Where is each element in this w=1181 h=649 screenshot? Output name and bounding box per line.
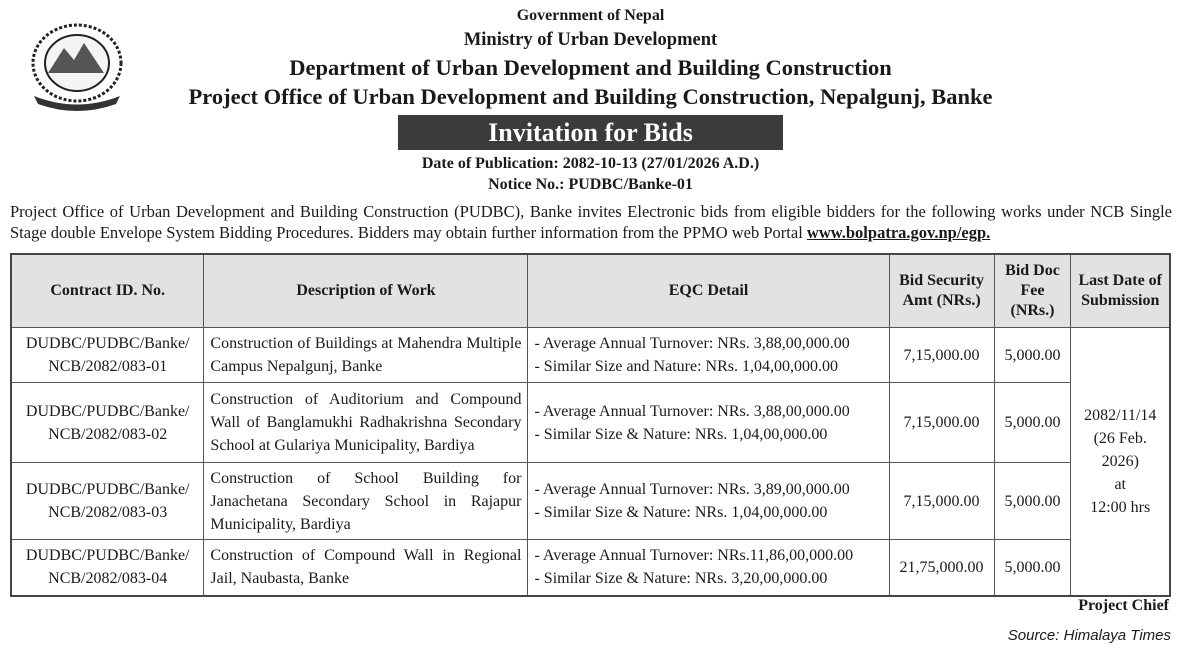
source-credit: Source: Himalaya Times [1007, 627, 1171, 644]
eqc-detail [528, 463, 889, 540]
work-description: Construction of Compound Wall in Regional Jail, Naubasta, Banke [204, 540, 528, 596]
department-line: Department of Urban Development and Building Construction [289, 55, 892, 80]
contract-id: DUDBC/PUDBC/Banke/ NCB/2082/083-04 [11, 540, 204, 596]
notice-number: Notice No.: PUDBC/Banke-01 [488, 176, 693, 193]
eqc-similar: - Similar Size and Nature: NRs. 1,04,00,000.00 [534, 358, 838, 375]
header-eqc: EQC Detail [528, 254, 889, 328]
header-contract-id: Contract ID. No. [11, 254, 204, 328]
table-row [11, 328, 1170, 383]
bid-security: 21,75,000.00 [889, 540, 994, 596]
work-description: Construction of Buildings at Mahendra Multiple Campus Nepalgunj, Banke [204, 328, 528, 383]
last-date-cell [1071, 328, 1170, 596]
last-date-ad-2: 2026) [1101, 452, 1139, 470]
intro-text: Project Office of Urban Development and Building Construction (PUDBC), Banke invites Electronic bids from eligible bidders for the following works under NCB Single Stage double Envelope System Bidding Procedures. Bidders may obtain further information from the PPMO web Portal [10, 202, 1172, 242]
bid-security: 7,15,000.00 [889, 383, 994, 463]
eqc-similar: - Similar Size & Nature: NRs. 1,04,00,000.00 [534, 504, 828, 521]
signatory: Project Chief [1078, 597, 1169, 614]
eqc-turnover: - Average Annual Turnover: NRs. 3,88,00,000.00 [534, 402, 850, 420]
eqc-detail [528, 540, 889, 596]
bids-table [10, 253, 1171, 597]
table-row [11, 540, 1170, 596]
contract-id: DUDBC/PUDBC/Banke/ NCB/2082/083-01 [11, 328, 204, 383]
eqc-turnover: - Average Annual Turnover: NRs. 3,89,00,000.00 [534, 481, 850, 498]
eqc-similar: - Similar Size & Nature: NRs. 3,20,00,000.00 [534, 570, 828, 588]
eqc-turnover: - Average Annual Turnover: NRs.11,86,00,000.00 [534, 547, 854, 565]
government-line: Government of Nepal [516, 7, 665, 24]
doc-fee: 5,000.00 [994, 540, 1071, 596]
bid-security: 7,15,000.00 [889, 463, 994, 540]
header-bid-security: Bid Security Amt (NRs.) [889, 254, 994, 328]
ministry-line: Ministry of Urban Development [463, 30, 718, 50]
header-last-date: Last Date of Submission [1071, 254, 1170, 328]
work-description: Construction of School Building for Janachetana Secondary School in Rajapur Municipality, Bardiya [204, 463, 528, 540]
table-header-row [11, 254, 1170, 328]
publication-date: Date of Publication: 2082-10-13 (27/01/2026 A.D.) [421, 155, 760, 172]
eqc-similar: - Similar Size & Nature: NRs. 1,04,00,000.00 [534, 425, 828, 443]
bid-security: 7,15,000.00 [889, 328, 994, 383]
eqc-detail [528, 328, 889, 383]
doc-fee: 5,000.00 [994, 463, 1071, 540]
last-date-bs: 2082/11/14 [1084, 406, 1157, 424]
last-date-at: at [1114, 475, 1126, 493]
table-row [11, 383, 1170, 463]
header-description: Description of Work [204, 254, 528, 328]
header-doc-fee: Bid Doc Fee (NRs.) [994, 254, 1071, 328]
invitation-banner: Invitation for Bids [398, 115, 783, 150]
eqc-turnover: - Average Annual Turnover: NRs. 3,88,00,000.00 [534, 335, 850, 352]
last-date-ad-1: (26 Feb. [1093, 429, 1147, 447]
eqc-detail [528, 383, 889, 463]
project-office-line: Project Office of Urban Development and Building Construction, Nepalgunj, Banke [188, 84, 993, 109]
portal-link[interactable]: www.bolpatra.gov.np/egp. [806, 223, 991, 242]
contract-id: DUDBC/PUDBC/Banke/ NCB/2082/083-03 [11, 463, 204, 540]
doc-fee: 5,000.00 [994, 383, 1071, 463]
contract-id: DUDBC/PUDBC/Banke/ NCB/2082/083-02 [11, 383, 204, 463]
doc-fee: 5,000.00 [994, 328, 1071, 383]
work-description: Construction of Auditorium and Compound Wall of Banglamukhi Radhakrishna Secondary School at Gulariya Municipality, Bardiya [204, 383, 528, 463]
intro-paragraph [10, 201, 1172, 243]
table-row [11, 463, 1170, 540]
last-date-time: 12:00 hrs [1090, 498, 1151, 516]
